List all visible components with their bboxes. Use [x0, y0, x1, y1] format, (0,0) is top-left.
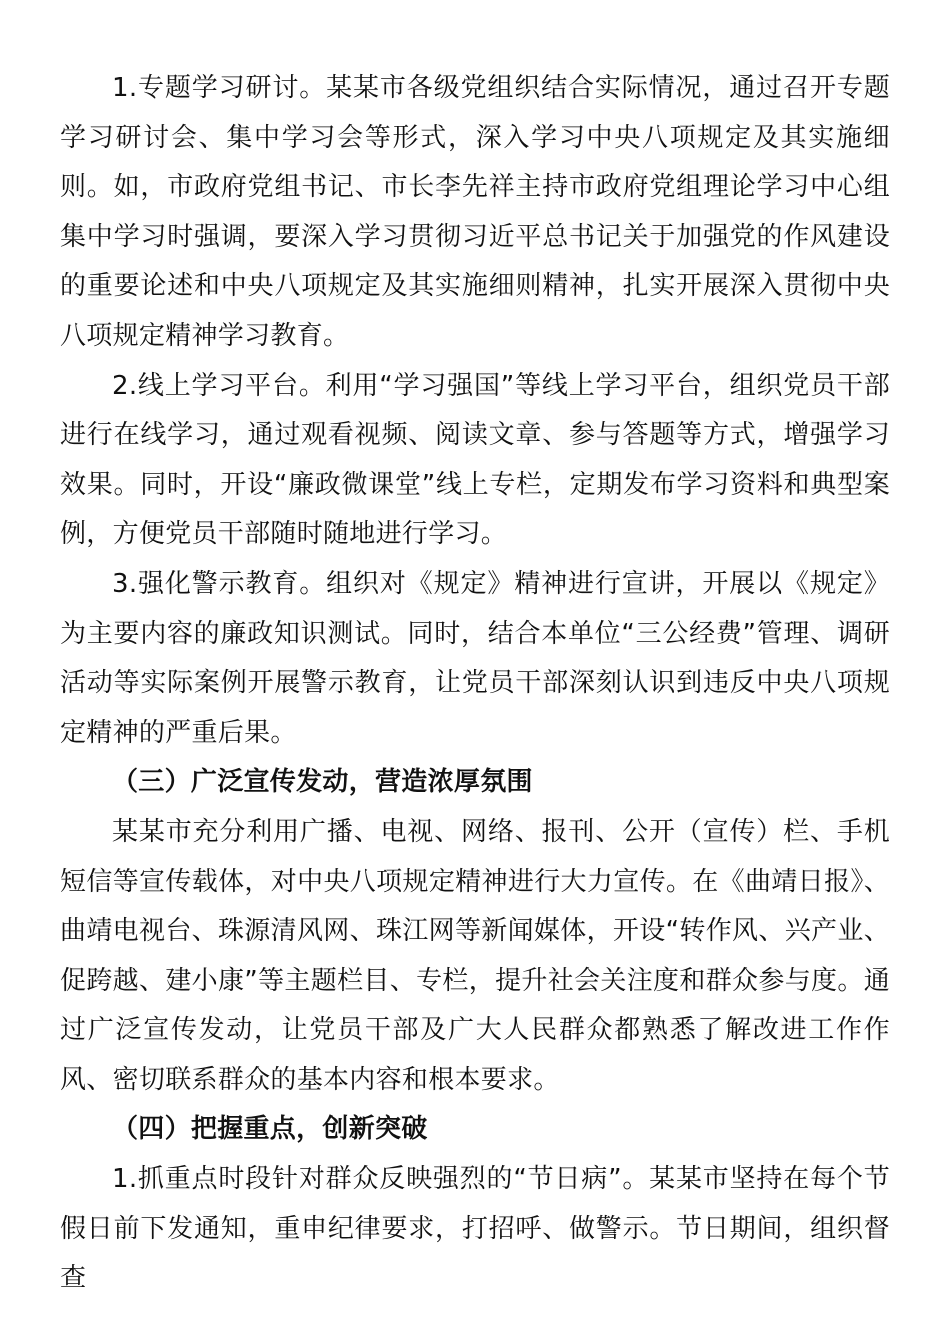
- paragraph-publicity: 某某市充分利用广播、电视、网络、报刊、公开（宣传）栏、手机短信等宣传载体，对中央八项规定精神进行大力宣传。在《曲靖日报》、曲靖电视台、珠源清风网、珠江网等新闻媒体，开设“转作风、兴产业、促跨越、建小康”等主题栏目、专栏，提升社会关注度和群众参与度。通过广泛宣传发动，让党员干部及广大人民群众都熟悉了解改进工作作风、密切联系群众的基本内容和根本要求。: [60, 816, 890, 1095]
- paragraph-warning-education: 3.强化警示教育。组织对《规定》精神进行宣讲，开展以《规定》为主要内容的廉政知识测试。同时，结合本单位“三公经费”管理、调研活动等实际案例开展警示教育，让党员干部深刻认识到违反中央八项规定精神的严重后果。: [60, 568, 890, 748]
- paragraph-topic-study: 1.专题学习研讨。某某市各级党组织结合实际情况，通过召开专题学习研讨会、集中学习会等形式，深入学习中央八项规定及其实施细则。如，市政府党组书记、市长李先祥主持市政府党组理论学习中心组集中学习时强调，要深入学习贯彻习近平总书记关于加强党的作风建设的重要论述和中央八项规定及其实施细则精神，扎实开展深入贯彻中央八项规定精神学习教育。: [60, 73, 890, 351]
- section-heading-key-points: （四）把握重点，创新突破: [112, 1114, 428, 1145]
- paragraph-holiday-supervision: 1.抓重点时段针对群众反映强烈的“节日病”。某某市坚持在每个节假日前下发通知，重申纪律要求，打招呼、做警示。节日期间，组织督查: [60, 1164, 890, 1294]
- paragraph-online-platform: 2.线上学习平台。利用“学习强国”等线上学习平台，组织党员干部进行在线学习，通过观看视频、阅读文章、参与答题等方式，增强学习效果。同时，开设“廉政微课堂”线上专栏，定期发布学习资料和典型案例，方便党员干部随时随地进行学习。: [60, 370, 890, 550]
- section-heading-publicity: （三）广泛宣传发动，营造浓厚氛围: [112, 767, 533, 798]
- document-page: [60, 64, 890, 1304]
